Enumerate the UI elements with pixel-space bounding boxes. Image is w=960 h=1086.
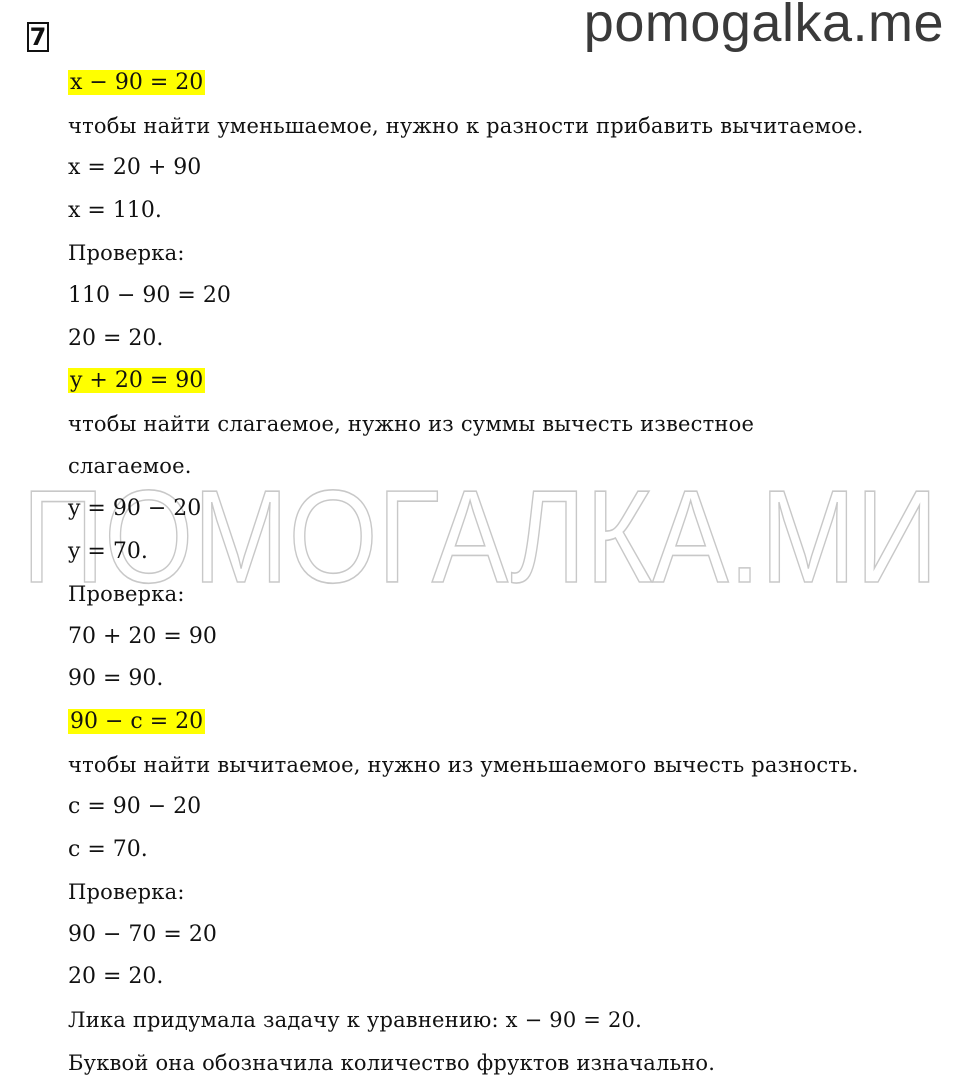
line-11: y = 70. <box>68 538 148 564</box>
site-logo: pomogalka.me <box>583 0 944 53</box>
line-8: чтобы найти слагаемое, нужно из суммы вычесть известное <box>68 411 755 436</box>
line-16: чтобы найти вычитаемое, нужно из уменьшаемого вычесть разность. <box>68 752 859 777</box>
equation-highlight: x − 90 = 20 <box>70 70 204 95</box>
line-3: x = 110. <box>68 197 162 223</box>
line-6: 20 = 20. <box>68 325 164 351</box>
line-0 <box>68 62 948 105</box>
line-10: y = 90 − 20 <box>68 495 202 521</box>
line-17: c = 90 − 20 <box>68 794 202 820</box>
solution-text <box>68 62 948 1084</box>
equation-highlight: y + 20 = 90 <box>70 368 204 394</box>
line-15 <box>68 701 948 744</box>
line-18: c = 70. <box>68 836 148 862</box>
line-1: чтобы найти уменьшаемое, нужно к разности прибавить вычитаемое. <box>68 113 864 138</box>
line-22: Лика придумала задачу к уравнению: x − 90 = 20. <box>68 1008 642 1033</box>
line-21: 20 = 20. <box>68 964 164 990</box>
line-20: 90 − 70 = 20 <box>68 921 217 947</box>
line-7 <box>68 360 948 403</box>
line-14: 90 = 90. <box>68 666 164 692</box>
line-19: Проверка: <box>68 880 185 905</box>
line-23: Буквой она обозначила количество фруктов изначально. <box>68 1050 716 1075</box>
line-13: 70 + 20 = 90 <box>68 623 217 649</box>
line-9: слагаемое. <box>68 454 192 479</box>
task-number-badge: 7 <box>27 22 49 52</box>
line-12: Проверка: <box>68 582 185 607</box>
watermark-text: ПОМОГАЛКА.МИ <box>22 463 938 602</box>
line-4: Проверка: <box>68 241 185 266</box>
equation-highlight: 90 − c = 20 <box>70 708 204 734</box>
line-5: 110 − 90 = 20 <box>68 282 231 308</box>
line-2: x = 20 + 90 <box>68 155 202 181</box>
